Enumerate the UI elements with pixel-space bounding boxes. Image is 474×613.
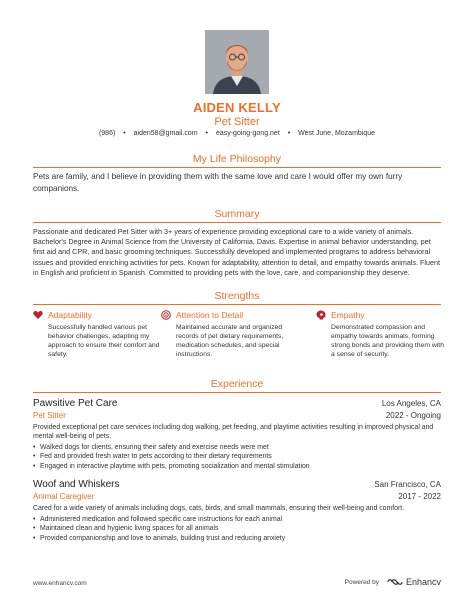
job-location: San Francisco, CA bbox=[374, 480, 441, 489]
separator-dot: • bbox=[287, 130, 291, 137]
enhancv-logo-icon bbox=[387, 577, 403, 587]
brain-icon bbox=[316, 310, 326, 320]
section-divider bbox=[33, 392, 441, 393]
strength-desc: Maintained accurate and organized records of pet dietary requirements, medication schedules, and special instructions. bbox=[176, 324, 284, 358]
profile-photo bbox=[205, 30, 269, 94]
job-dates: 2017 - 2022 bbox=[398, 492, 441, 501]
strength-desc: Successfully handled various pet behavior challenges, adapting my approach to ensure their comfort and safety. bbox=[48, 324, 160, 358]
list-item: • Engaged in interactive playtime with pets, promoting socialization and mental stimulation bbox=[33, 462, 443, 471]
summary-text: Passionate and dedicated Pet Sitter with 3+ years of experience providing exceptional care to a wide variety of animals. Bachelor's Degree in Animal Science from the University of California, Davis. Expertise in animal behavior understanding, pet first aid and CPR, and basic grooming techniques. Successfully developed and implemented programs to address behavioral issues and provided enriching activities for pets. Known for adaptability, attention to detail, and empathy towards animals. Fluent in English and proficient in Spanish. Committed to providing pets with the love, care, and companionship they deserve. bbox=[33, 227, 440, 277]
candidate-name: AIDEN KELLY bbox=[193, 100, 281, 115]
strength-header bbox=[316, 309, 446, 320]
brand-name: Enhancv bbox=[405, 577, 441, 587]
job-bullets bbox=[33, 443, 443, 471]
strength-item bbox=[33, 309, 163, 359]
list-item: • Provided companionship and love to animals, building trust and reducing anxiety bbox=[33, 534, 443, 543]
philosophy-heading: My Life Philosophy bbox=[192, 153, 282, 165]
job-description: Provided exceptional pet care services including dog walking, pet feeding, and playtime activities resulting in improved physical and mental well-being of pets. bbox=[33, 424, 434, 441]
footer-branding bbox=[345, 577, 441, 587]
strength-item bbox=[316, 309, 446, 359]
strength-desc: Demonstrated compassion and empathy towards animals, forming strong bonds and providing them with a sense of security. bbox=[331, 324, 444, 358]
list-item: • Fed and provided fresh water to pets according to their dietary requirements bbox=[33, 452, 443, 461]
philosophy-text: Pets are family, and I believe in providing them with the same love and care I would offer my own furry companions. bbox=[33, 172, 403, 193]
separator-dot: • bbox=[205, 130, 208, 137]
location-text: West June, Mozambique bbox=[298, 130, 376, 137]
website-link[interactable]: easy-going-gong.net bbox=[215, 130, 280, 137]
job-role: Pet Sitter bbox=[33, 411, 66, 420]
strength-header bbox=[161, 309, 291, 320]
strength-title: Empathy bbox=[331, 309, 365, 320]
strength-item bbox=[161, 309, 291, 359]
job-dates: 2022 - Ongoing bbox=[385, 411, 441, 420]
portrait-image bbox=[205, 30, 269, 94]
email-link[interactable]: aiden58@gmail.com bbox=[133, 130, 198, 137]
section-divider bbox=[33, 222, 441, 223]
powered-by-text: Powered by bbox=[344, 578, 379, 586]
experience-heading: Experience bbox=[210, 378, 264, 390]
job-company: Pawsitive Pet Care bbox=[33, 398, 118, 409]
summary-heading: Summary bbox=[214, 208, 260, 220]
job-description: Cared for a wide variety of animals including dogs, cats, birds, and small mammals, ensuring their well-being and comfort. bbox=[33, 505, 405, 512]
section-divider bbox=[33, 304, 441, 305]
strengths-heading: Strengths bbox=[214, 290, 260, 302]
heart-icon bbox=[33, 310, 43, 320]
job-role: Animal Caregiver bbox=[33, 492, 95, 501]
contact-line bbox=[0, 130, 474, 137]
section-divider bbox=[33, 167, 441, 168]
list-item: • Walked dogs for clients, ensuring their safety and exercise needs were met bbox=[33, 443, 443, 452]
strength-header bbox=[33, 309, 163, 320]
job-location: Los Angeles, CA bbox=[381, 399, 441, 408]
target-icon bbox=[161, 310, 171, 320]
job-company: Woof and Whiskers bbox=[33, 479, 120, 490]
list-item: • Maintained clean and hygienic living spaces for all animals bbox=[33, 524, 443, 533]
separator-dot: • bbox=[123, 130, 126, 137]
phone-text: (986) bbox=[98, 130, 116, 137]
footer-website[interactable]: www.enhancv.com bbox=[33, 580, 87, 587]
list-item: • Administered medication and followed specific care instructions for each animal bbox=[33, 515, 443, 524]
strength-title: Attention to Detail bbox=[176, 309, 244, 320]
strength-title: Adaptability bbox=[48, 309, 92, 320]
job-bullets bbox=[33, 515, 443, 543]
candidate-title: Pet Sitter bbox=[214, 116, 260, 128]
